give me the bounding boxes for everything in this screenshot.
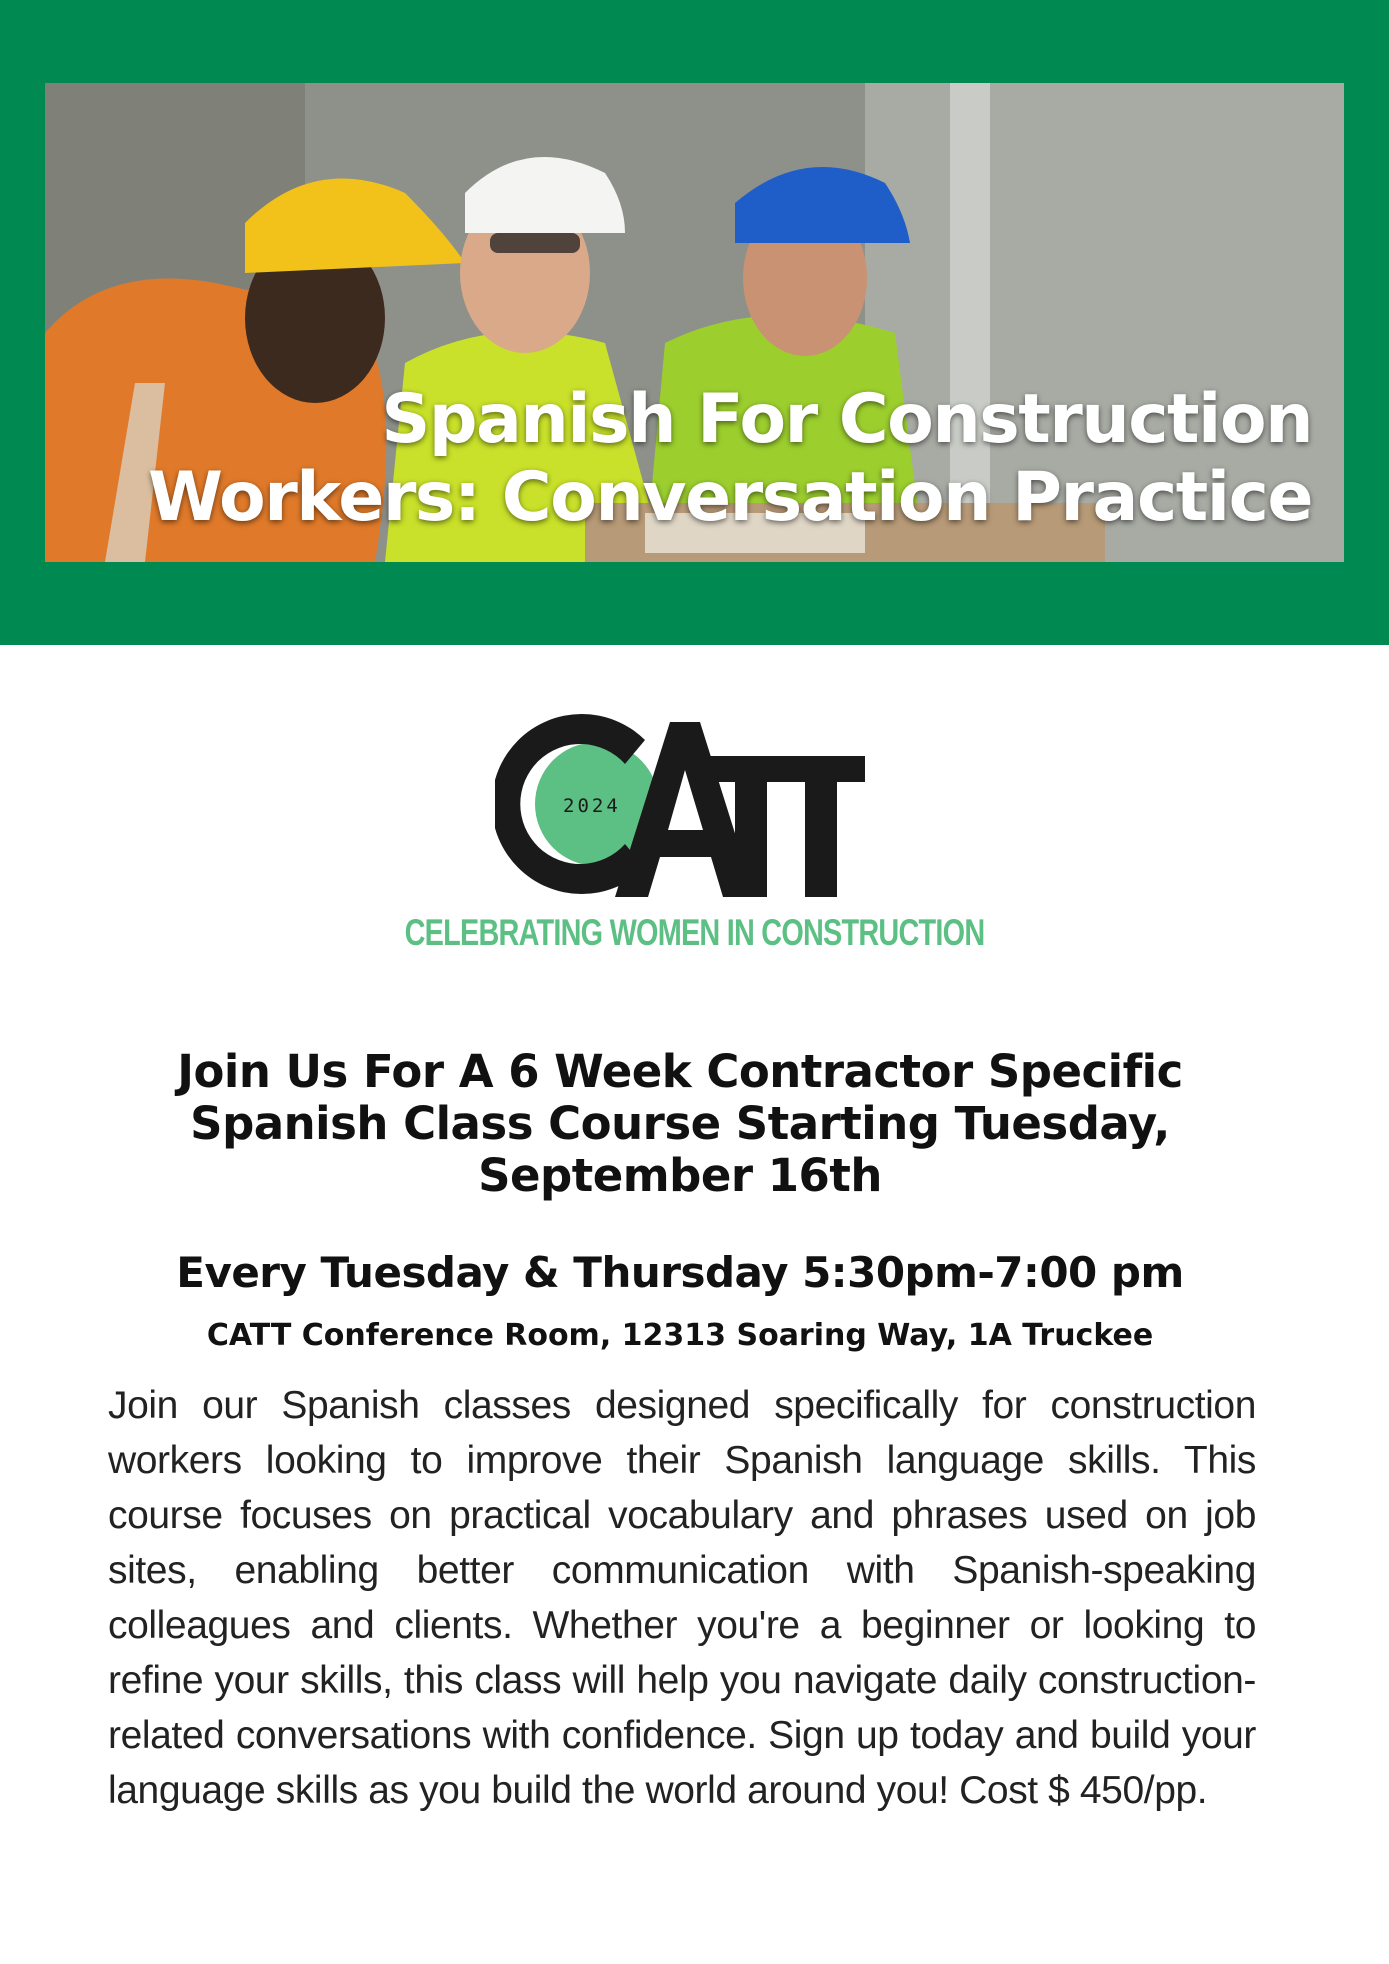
event-description: Join our Spanish classes designed specifically for construction workers looking to improve their Spanish language skills. This course focuses on practical vocabulary and phrases used on job sites, enabling better communication with Spanish-speaking colleagues and clients. Whether you're a beginner or looking to refine your skills, this class will help you navigate daily construction-related conversations with confidence. Sign up today and build your language skills as you build the world around you! Cost $ 450/pp. [108, 1384, 1256, 1812]
headline-line-3: September 16th [478, 1149, 882, 1202]
logo-tagline: CELEBRATING WOMEN IN CONSTRUCTION [404, 912, 985, 953]
catt-logo [495, 712, 875, 902]
logo-t1-stem-icon [735, 756, 767, 897]
banner-title [148, 381, 1312, 537]
banner-title-line-2: Workers: Conversation Practice [147, 458, 1312, 537]
headline-line-1: Join Us For A 6 Week Contractor Specific [177, 1045, 1183, 1098]
event-headline [100, 1046, 1260, 1202]
logo-t-bar-icon [695, 756, 865, 782]
banner-photo [45, 83, 1344, 562]
logo-t2-stem-icon [805, 756, 837, 897]
logo-year: 2024 [563, 795, 621, 817]
banner-title-line-1: Spanish For Construction [381, 380, 1312, 459]
event-location: CATT Conference Room, 12313 Soaring Way, 1A Truckee [206, 1318, 1154, 1353]
headline-line-2: Spanish Class Course Starting Tuesday, [190, 1097, 1170, 1150]
event-schedule: Every Tuesday & Thursday 5:30pm-7:00 pm [176, 1248, 1184, 1297]
